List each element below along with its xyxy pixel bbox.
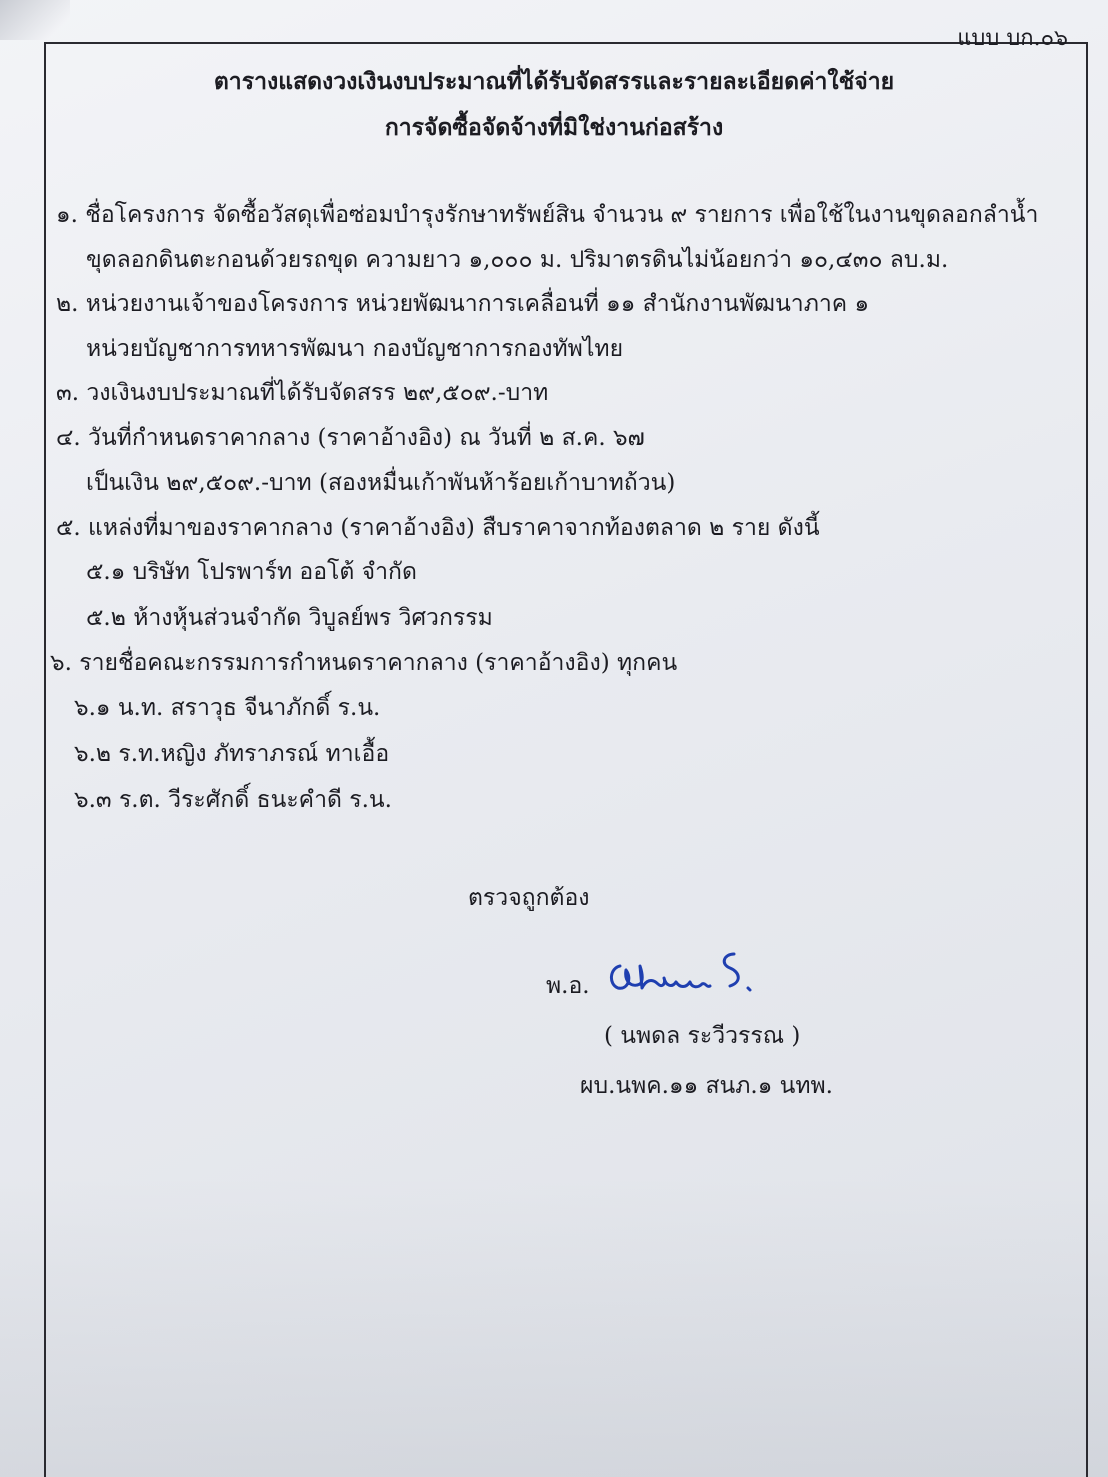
handwritten-signature [602, 944, 772, 1004]
item-2-owner-unit: ๒. หน่วยงานเจ้าของโครงการ หน่วยพัฒนาการเคลื่อนที่ ๑๑ สำนักงานพัฒนาภาค ๑ [56, 291, 870, 317]
document-title-line-2: การจัดซื้อจัดจ้างที่มิใช่งานก่อสร้าง [384, 114, 724, 141]
document-title-line-1: ตารางแสดงวงเงินงบประมาณที่ได้รับจัดสรรและรายละเอียดค่าใช้จ่าย [213, 68, 895, 95]
item-6-1-member: ๖.๑ น.ท. สราวุธ จีนาภักดิ์ ร.น. [74, 695, 381, 721]
page-corner-shadow [0, 0, 70, 40]
item-1-project-detail: ขุดลอกดินตะกอนด้วยรถขุด ความยาว ๑,๐๐๐ ม. ปริมาตรดินไม่น้อยกว่า ๑๐,๔๓๐ ลบ.ม. [86, 247, 949, 273]
item-5-2-vendor: ๕.๒ ห้างหุ้นส่วนจำกัด วิบูลย์พร วิศวกรรม [86, 605, 493, 631]
item-2-owner-unit-cont: หน่วยบัญชาการทหารพัฒนา กองบัญชาการกองทัพไทย [86, 336, 624, 362]
item-1-project-name: ๑. ชื่อโครงการ จัดซื้อวัสดุเพื่อซ่อมบำรุงรักษาทรัพย์สิน จำนวน ๙ รายการ เพื่อใช้ในงานขุดลอกลำน้ำ [56, 202, 1039, 228]
signer-rank: พ.อ. [546, 973, 590, 999]
item-4-amount: เป็นเงิน ๒๙,๕๐๙.-บาท (สองหมื่นเก้าพันห้าร้อยเก้าบาทถ้วน) [86, 470, 676, 496]
item-5-1-vendor: ๕.๑ บริษัท โปรพาร์ท ออโต้ จำกัด [86, 559, 417, 585]
verify-label: ตรวจถูกต้อง [468, 885, 590, 911]
item-6-2-member: ๖.๒ ร.ท.หญิง ภัทราภรณ์ ทาเอื้อ [74, 741, 390, 767]
item-5-price-source: ๕. แหล่งที่มาของราคากลาง (ราคาอ้างอิง) สืบราคาจากท้องตลาด ๒ ราย ดังนี้ [56, 515, 820, 541]
signer-name: ( นพดล ระวีวรรณ ) [604, 1023, 801, 1049]
signer-position: ผบ.นพค.๑๑ สนภ.๑ นทพ. [580, 1073, 833, 1099]
item-6-committee: ๖. รายชื่อคณะกรรมการกำหนดราคากลาง (ราคาอ้างอิง) ทุกคน [50, 650, 678, 676]
item-6-3-member: ๖.๓ ร.ต. วีระศักดิ์ ธนะคำดี ร.น. [74, 787, 392, 813]
form-code: แบบ บก.๐๖ [957, 26, 1068, 51]
item-3-budget: ๓. วงเงินงบประมาณที่ได้รับจัดสรร ๒๙,๕๐๙.-บาท [56, 380, 549, 406]
item-4-reference-date: ๔. วันที่กำหนดราคากลาง (ราคาอ้างอิง) ณ วันที่ ๒ ส.ค. ๖๗ [56, 425, 645, 451]
